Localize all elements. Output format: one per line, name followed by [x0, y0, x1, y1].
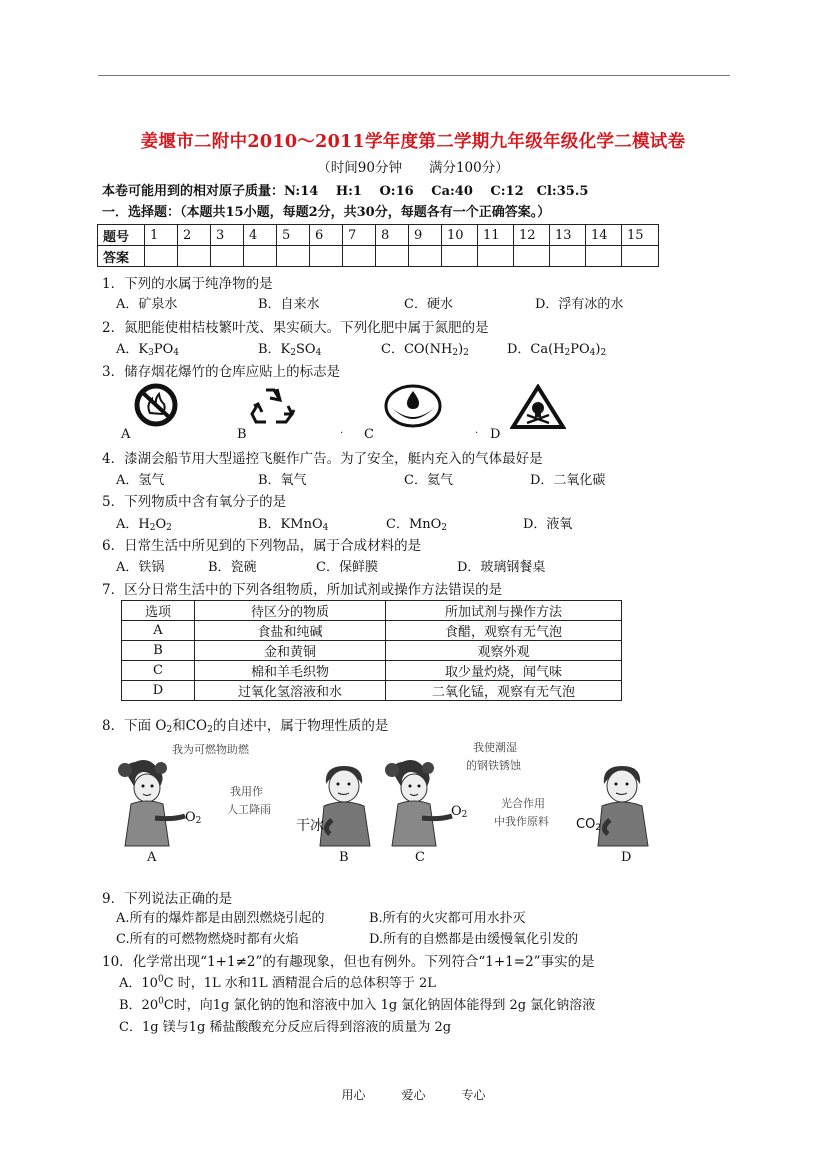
- table-row: [122, 621, 622, 641]
- q5-option-a: A．$H_2O_2$: [116, 517, 172, 533]
- q3-dot: .: [475, 425, 479, 436]
- table-cell: D: [122, 681, 195, 701]
- boy-cartoon-b: [318, 762, 378, 848]
- q10-option-b: B．$20^0C$时，向1g 氯化钠的饱和溶液中加入 1g 氯化钠固体能得到 2g 氯化钠溶液: [119, 996, 596, 1013]
- o2-label-c: $O_2$: [451, 804, 468, 820]
- table-cell: 5: [277, 225, 310, 246]
- caption-d-line2: 中我作原料: [494, 815, 549, 828]
- table-cell: 答案: [98, 246, 145, 267]
- q2-option-c: C．$CO(NH_2)_2$: [381, 342, 469, 358]
- table-cell: A: [122, 621, 195, 641]
- q1-option-d: D．浮有冰的水: [535, 297, 624, 312]
- caption-c-line2: 的钢铁锈蚀: [466, 759, 521, 772]
- caption-a: 我为可燃物助燃: [172, 743, 249, 756]
- table-cell: 2: [178, 225, 211, 246]
- table-row: [122, 641, 622, 661]
- q10-option-a: A．$10^0C$ 时，1L 水和1L 酒精混合后的总体积等于 2L: [119, 974, 436, 991]
- q4-option-d: D．二氧化碳: [530, 473, 606, 488]
- caption-b-line2: 人工降雨: [227, 803, 271, 816]
- table-cell: 食醋，观察有无气泡: [386, 621, 622, 641]
- co2-label: $CO_2$: [576, 817, 602, 833]
- table-header: 所加试剂与操作方法: [386, 601, 622, 621]
- table-cell: 10: [442, 225, 478, 246]
- q2-option-d: D．$Ca(H_2PO_4)_2$: [507, 342, 607, 358]
- answer-cell[interactable]: [442, 246, 478, 267]
- q4-option-a: A．氢气: [116, 473, 165, 488]
- answer-cell[interactable]: [409, 246, 442, 267]
- table-cell: 3: [211, 225, 244, 246]
- answer-cell[interactable]: [622, 246, 659, 267]
- answer-cell[interactable]: [310, 246, 343, 267]
- q5-option-d: D．液氧: [523, 517, 573, 532]
- q9-option-b: B.所有的火灾都可用水扑灭: [369, 911, 526, 926]
- q3-option-d: D: [490, 427, 501, 442]
- answer-cell[interactable]: [550, 246, 586, 267]
- table-cell: 题号: [98, 225, 145, 246]
- page-title: 姜堰市二附中2010～2011学年度第二学期九年级年级化学二模试卷: [140, 132, 686, 152]
- table-cell: 取少量灼烧，闻气味: [386, 661, 622, 681]
- q8-option-d: D: [621, 850, 632, 865]
- q4-option-c: C．氦气: [404, 473, 453, 488]
- table-cell: 9: [409, 225, 442, 246]
- table-cell: 15: [622, 225, 659, 246]
- o2-label-a: $O_2$: [185, 810, 202, 826]
- q6-option-d: D．玻璃钢餐桌: [457, 560, 546, 575]
- recycle-sign-icon: [244, 384, 302, 428]
- exam-duration: （时间90分钟 满分100分）: [317, 160, 509, 176]
- q4-option-b: B．氧气: [258, 473, 307, 488]
- table-header: 选项: [122, 601, 195, 621]
- question-9-stem: 9．下列说法正确的是: [102, 891, 233, 907]
- q6-option-c: C．保鲜膜: [316, 560, 378, 575]
- answer-cell[interactable]: [478, 246, 514, 267]
- question-5-stem: 5．下列物质中含有氧分子的是: [102, 494, 287, 510]
- question-8-stem: 8．下面 $O_2$和$CO_2$的自述中，属于物理性质的是: [102, 718, 389, 735]
- table-cell: 13: [550, 225, 586, 246]
- table-header-row: [122, 601, 622, 621]
- dry-ice-label: 干冰: [296, 818, 324, 834]
- answer-table: [97, 224, 659, 267]
- page-footer: 用心 爱心 专心: [341, 1088, 486, 1102]
- answer-cell[interactable]: [178, 246, 211, 267]
- answer-cell[interactable]: [514, 246, 550, 267]
- table-cell: 12: [514, 225, 550, 246]
- table-row: [122, 681, 622, 701]
- q3-option-c: C: [364, 427, 374, 442]
- table-cell: 观察外观: [386, 641, 622, 661]
- q9-option-a: A.所有的爆炸都是由剧烈燃烧引起的: [116, 911, 325, 926]
- section-heading: 一．选择题：（本题共15小题，每题2分，共30分，每题各有一个正确答案。）: [102, 205, 551, 220]
- table-cell: B: [122, 641, 195, 661]
- question-1-stem: 1．下列的水属于纯净物的是: [102, 276, 273, 292]
- table-cell: 二氧化锰，观察有无气泡: [386, 681, 622, 701]
- table-cell: 1: [145, 225, 178, 246]
- header-rule: [98, 75, 730, 76]
- girl-cartoon-c: [382, 758, 458, 848]
- question-4-stem: 4．漆湖会船节用大型遥控飞艇作广告。为了安全，艇内充入的气体最好是: [102, 451, 543, 467]
- q9-option-c: C.所有的可燃物燃烧时都有火焰: [116, 932, 299, 947]
- question-3-stem: 3．储存烟花爆竹的仓库应贴上的标志是: [102, 364, 341, 380]
- answer-cell[interactable]: [211, 246, 244, 267]
- question-7-stem: 7．区分日常生活中的下列各组物质，所加试剂或操作方法错误的是: [102, 582, 503, 598]
- table-cell: 棉和羊毛织物: [195, 661, 386, 681]
- boy-cartoon-d: [596, 762, 656, 848]
- table-cell: 8: [376, 225, 409, 246]
- table-cell: 14: [586, 225, 622, 246]
- answer-cell[interactable]: [277, 246, 310, 267]
- q5-option-c: C．MnO$_2$: [386, 517, 448, 533]
- q9-option-d: D.所有的自燃都是由缓慢氧化引发的: [369, 932, 579, 947]
- q2-option-b: B．$K_2SO_4$: [258, 342, 322, 358]
- toxic-sign-icon: [510, 384, 566, 430]
- answer-cell[interactable]: [343, 246, 376, 267]
- caption-d-line1: 光合作用: [501, 797, 545, 810]
- table-cell: C: [122, 661, 195, 681]
- answer-cell[interactable]: [145, 246, 178, 267]
- question-2-stem: 2．氮肥能使柑桔枝繁叶茂、果实硕大。下列化肥中属于氮肥的是: [102, 320, 489, 336]
- table-cell: 食盐和纯碱: [195, 621, 386, 641]
- table-row: [122, 661, 622, 681]
- table-cell: 过氧化氢溶液和水: [195, 681, 386, 701]
- comparison-table: [121, 600, 622, 701]
- atomic-mass-line: 本卷可能用到的相对原子质量：N:14 H:1 O:16 Ca:40 C:12 Cl:35.5: [102, 184, 589, 199]
- table-cell: 7: [343, 225, 376, 246]
- q6-option-a: A．铁锅: [116, 560, 165, 575]
- q8-option-c: C: [415, 850, 425, 865]
- caption-c-line1: 我使潮湿: [473, 741, 517, 754]
- caption-b-line1: 我用作: [230, 785, 263, 798]
- answer-cell[interactable]: [244, 246, 277, 267]
- q10-option-c: C．1g 镁与1g 稀盐酸酸充分反应后得到溶液的质量为 2g: [119, 1020, 452, 1035]
- q3-dot: .: [340, 425, 344, 436]
- q2-option-a: A．$K_3PO_4$: [116, 342, 179, 358]
- q1-option-c: C．硬水: [404, 297, 453, 312]
- girl-cartoon-a: [115, 758, 191, 848]
- q8-option-a: A: [147, 850, 157, 865]
- table-header: 待区分的物质: [195, 601, 386, 621]
- q1-option-b: B．自来水: [258, 297, 320, 312]
- q1-option-a: A．矿泉水: [116, 297, 178, 312]
- table-cell: 6: [310, 225, 343, 246]
- answer-cell[interactable]: [376, 246, 409, 267]
- question-10-stem: 10．化学常出现“1+1≠2”的有趣现象，但也有例外。下列符合“1+1=2”事实的是: [102, 954, 595, 970]
- q6-option-b: B．瓷碗: [208, 560, 257, 575]
- answer-cell[interactable]: [586, 246, 622, 267]
- answer-table-header-row: [98, 225, 659, 246]
- question-6-stem: 6．日常生活中所见到的下列物品，属于合成材料的是: [102, 538, 422, 554]
- answer-table-answer-row: [98, 246, 659, 267]
- table-cell: 金和黄铜: [195, 641, 386, 661]
- q8-option-b: B: [339, 850, 349, 865]
- q3-option-b: B: [237, 427, 247, 442]
- table-cell: 4: [244, 225, 277, 246]
- q5-option-b: B．KMnO$_4$: [258, 517, 329, 533]
- no-fire-sign-icon: [128, 383, 184, 427]
- corrosive-sign-icon: [383, 383, 443, 429]
- q3-option-a: A: [121, 427, 131, 442]
- table-cell: 11: [478, 225, 514, 246]
